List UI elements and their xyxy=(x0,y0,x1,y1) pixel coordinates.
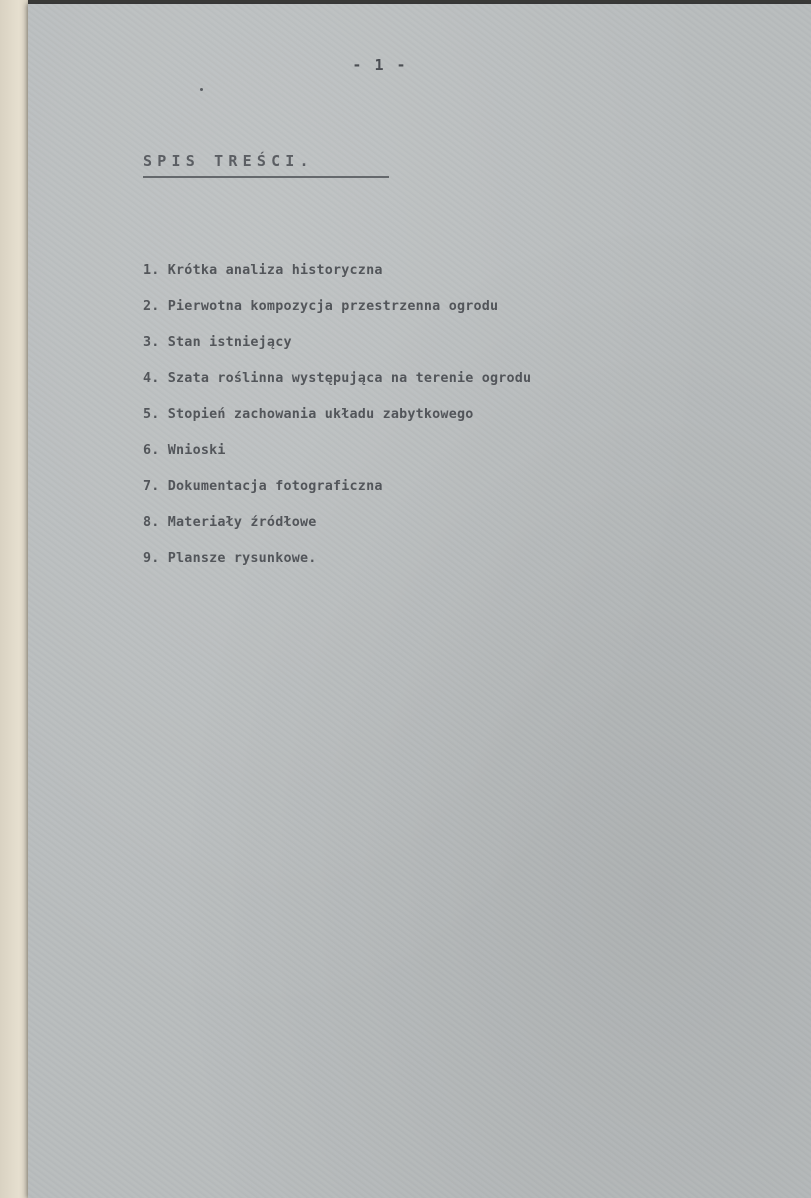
toc-item-text: 2. Pierwotna kompozycja przestrzenna ogrodu xyxy=(143,299,499,314)
toc-list xyxy=(143,258,531,582)
toc-item xyxy=(143,330,531,366)
toc-item xyxy=(143,510,531,546)
ink-speck xyxy=(200,88,203,91)
toc-item xyxy=(143,294,531,330)
page-number: - 1 - xyxy=(352,56,408,74)
toc-item-text: 8. Materiały źródłowe xyxy=(143,515,317,530)
toc-item xyxy=(143,474,531,510)
toc-item xyxy=(143,258,531,294)
toc-item-text: 5. Stopień zachowania układu zabytkowego xyxy=(143,407,474,422)
toc-item-text: 4. Szata roślinna występująca na terenie ogrodu xyxy=(143,371,532,386)
toc-item-text: 9. Plansze rysunkowe. xyxy=(143,551,317,566)
document-page xyxy=(28,4,811,1198)
toc-item-text: 6. Wnioski xyxy=(143,443,226,458)
toc-item xyxy=(143,366,531,402)
toc-item-text: 3. Stan istniejący xyxy=(143,335,292,350)
toc-title-underline xyxy=(143,176,389,178)
toc-item xyxy=(143,402,531,438)
toc-item-text: 7. Dokumentacja fotograficzna xyxy=(143,479,383,494)
toc-item xyxy=(143,546,531,582)
toc-item xyxy=(143,438,531,474)
toc-item-text: 1. Krótka analiza historyczna xyxy=(143,263,383,278)
toc-title: SPIS TREŚCI. xyxy=(143,152,314,170)
